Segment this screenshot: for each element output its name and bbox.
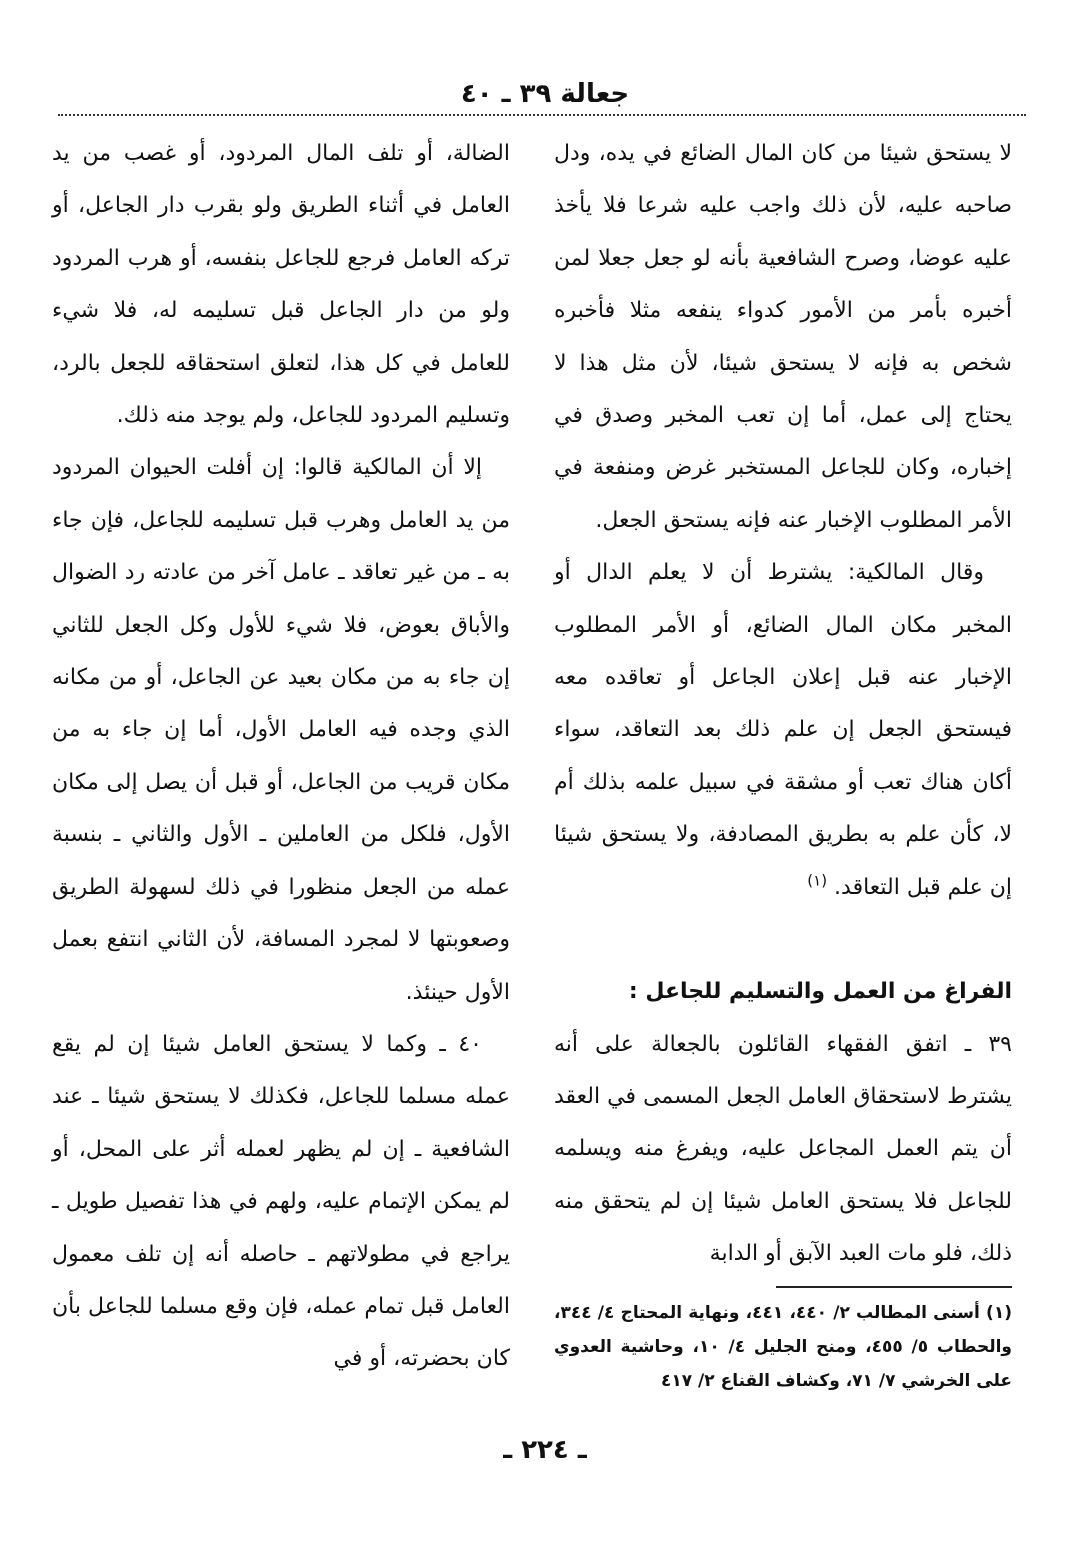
page-number: ـ ٢٢٤ ـ [503, 1435, 587, 1465]
left-column [52, 128, 510, 1386]
footnote-reference: (١) [807, 871, 828, 890]
paragraph: ٤٠ ـ وكما لا يستحق العامل شيئا إن لم يقع عمله مسلما للجاعل، فكذلك لا يستحق شيئا ـ عند الشافعية ـ إن لم يظهر لعمله أثر على المحل، أو لم يمكن الإتمام عليه، ولهم في هذا تفصيل طويل ـ يراجع في مطولاتهم ـ حاصله أنه إن تلف معمول العامل قبل تمام عمله، فإن وقع مسلما للجاعل بأن كان بحضرته، أو في [52, 1031, 510, 1372]
paragraph: لا يستحق شيئا من كان المال الضائع في يده، ودل صاحبه عليه، لأن ذلك واجب عليه شرعا فلا يأخذ عليه عوضا، وصرح الشافعية بأنه لو جعل جعلا لمن أخبره بأمر من الأمور كدواء ينفعه مثلا فأخبره شخص به فإنه لا يستحق شيئا، لأن مثل هذا لا يحتاج إلى عمل، أما إن تعب المخبر وصدق في إخباره، وكان للجاعل المستخبر غرض ومنفعة في الأمر المطلوب الإخبار عنه فإنه يستحق الجعل. [554, 141, 1012, 533]
paragraph: الضالة، أو تلف المال المردود، أو غصب من يد العامل في أثناء الطريق ولو بقرب دار الجاعل، أو تركه العامل فرجع للجاعل بنفسه، أو هرب المردود ولو من دار الجاعل قبل تسليمه له، فلا شيء للعامل في كل هذا، لتعلق استحقاقه للجعل بالرد، وتسليم المردود للجاعل، ولم يوجد منه ذلك. [52, 141, 510, 429]
footnote-rule [776, 1286, 1012, 1288]
paragraph [554, 547, 1012, 914]
paragraph: ٣٩ ـ اتفق الفقهاء القائلون بالجعالة على أنه يشترط لاستحقاق العامل الجعل المسمى في العقد أن يتم العمل المجاعل عليه، ويفرغ منه ويسلمه للجاعل فلا يستحق العامل شيئا إن لم يتحقق منه ذلك، فلو مات العبد الآبق أو الدابة [554, 1031, 1012, 1267]
blank-line [554, 914, 1012, 966]
header-dotted-rule [58, 114, 1026, 116]
footnote: (١) أسنى المطالب ٢/ ٤٤٠، ٤٤١، ونهاية المحتاج ٤/ ٣٤٤، والحطاب ٥/ ٤٥٥، ومنح الجليل ٤/ ١٠، وحاشية العدوي على الخرشي ٧/ ٧١، وكشاف القناع ٢/ ٤١٧ [554, 1303, 1012, 1391]
paragraph: إلا أن المالكية قالوا: إن أفلت الحيوان المردود من يد العامل وهرب قبل تسليمه للجاعل، فإن جاء به ـ من غير تعاقد ـ عامل آخر من عادته رد الضوال والأباق بعوض، فلا شيء للأول وكل الجعل للثاني إن جاء به من مكان بعيد عن الجاعل، أو من مكانه الذي وجده فيه العامل الأول، أما إن جاء به من مكان قريب من الجاعل، أو قبل أن يصل إلى مكان الأول، فلكل من العاملين ـ الأول والثاني ـ بنسبة عمله من الجعل منظورا في ذلك لسهولة الطريق وصعوبتها لا لمجرد المسافة، لأن الثاني انتفع بعمل الأول حينئذ. [52, 455, 510, 1005]
right-column [554, 128, 1012, 1281]
running-head: جعالة ٣٩ ـ ٤٠ [460, 79, 630, 109]
paragraph-text: وقال المالكية: يشترط أن لا يعلم الدال أو المخبر مكان المال الضائع، أو الأمر المطلوب الإخبار عنه قبل إعلان الجاعل أو تعاقده معه فيستحق الجعل إن علم ذلك بعد التعاقد، سواء أكان هناك تعب أو مشقة في سبيل علمه بذلك أم لا، كأن علم به بطريق المصادفة، ولا يستحق شيئا إن علم قبل التعاقد. [554, 560, 1012, 900]
section-heading: الفراغ من العمل والتسليم للجاعل : [628, 979, 1012, 1005]
